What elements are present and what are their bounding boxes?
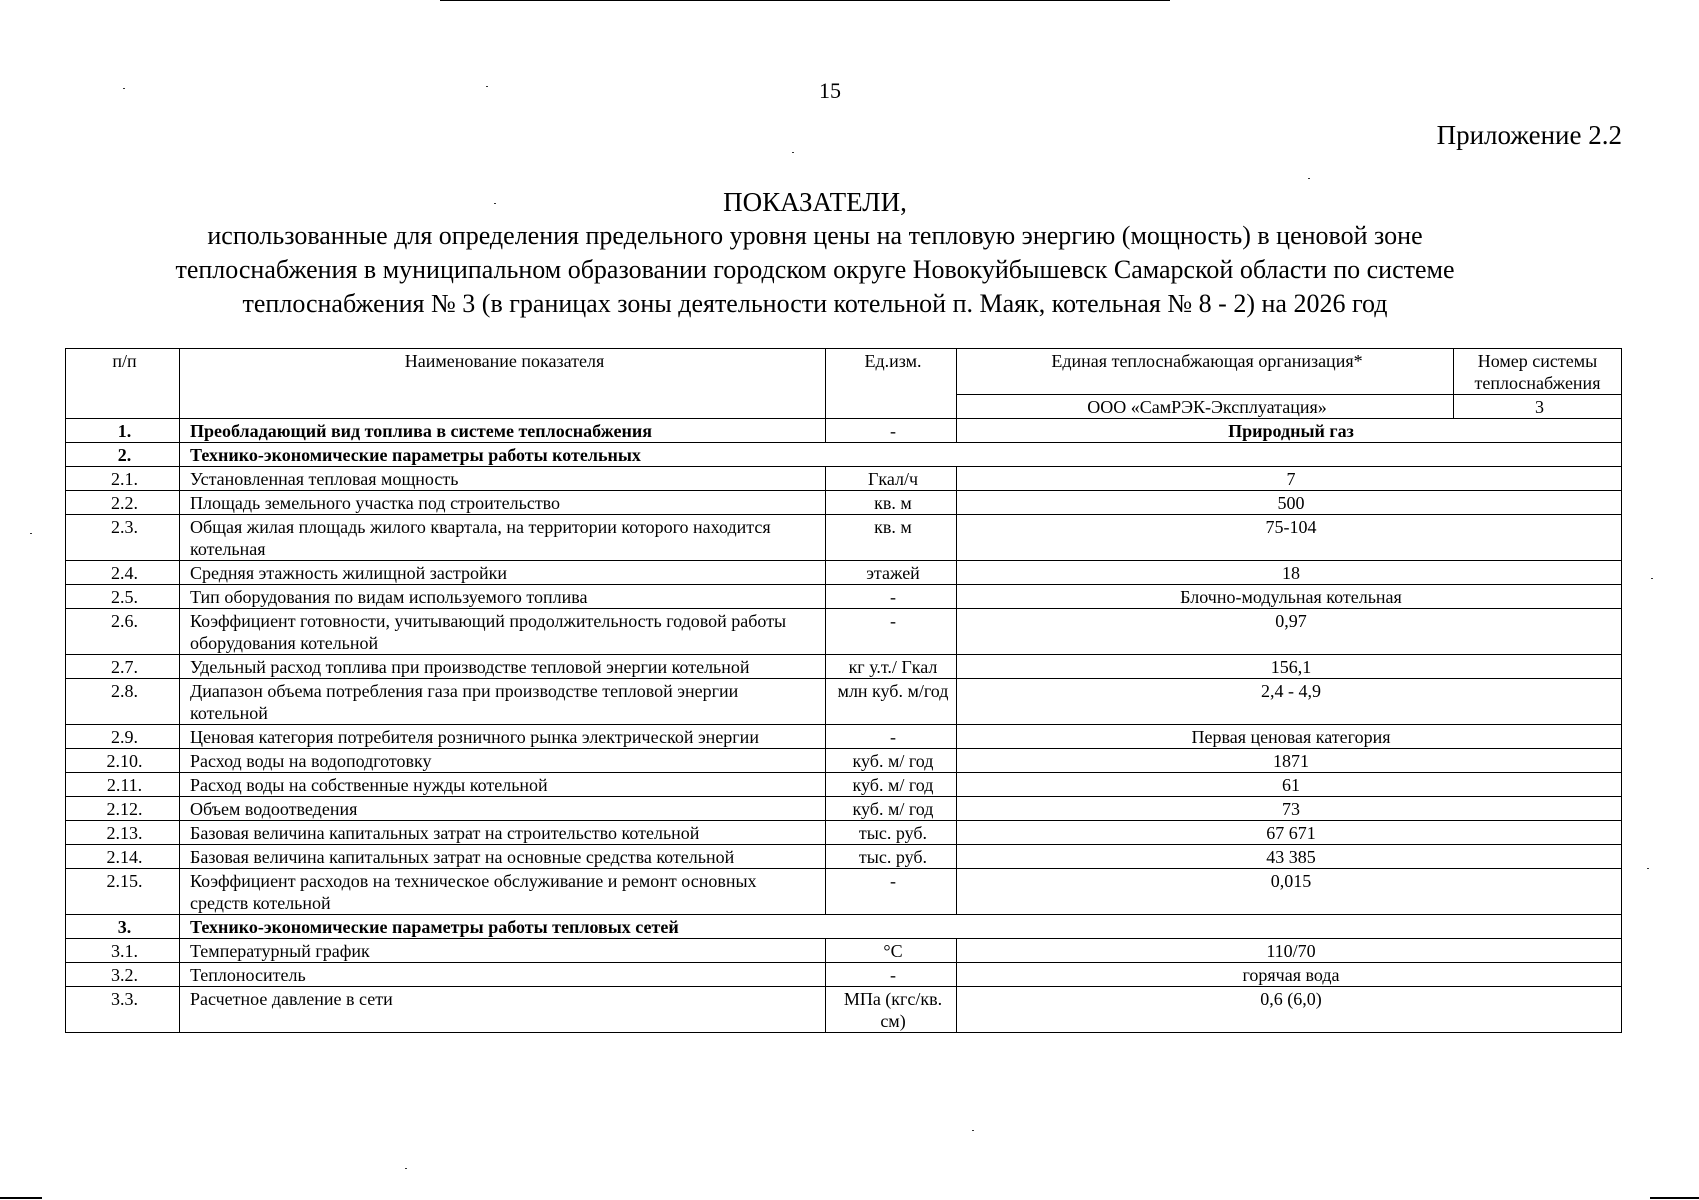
scan-speck [1308,178,1310,179]
unit-cell: - [826,609,957,655]
indicator-name-cell: Расчетное давление в сети [180,987,826,1033]
value-cell: 75-104 [957,515,1622,561]
parameters-table [65,348,1622,1033]
indicator-name-cell: Тип оборудования по видам используемого топлива [180,585,826,609]
row-number-cell: 2.2. [66,491,180,515]
value-cell: 156,1 [957,655,1622,679]
value-cell: Первая ценовая категория [957,725,1622,749]
indicator-name-cell: Расход воды на собственные нужды котельной [180,773,826,797]
value-cell: 73 [957,797,1622,821]
table-row [66,491,1622,515]
table-header-row [66,349,1622,395]
system-number-cell: 3 [1454,395,1622,419]
table-row [66,467,1622,491]
scan-edge-bottom-left [0,1197,42,1199]
row-number-cell: 1. [66,419,180,443]
row-number-cell: 3. [66,915,180,939]
row-number-cell: 2.15. [66,869,180,915]
indicator-name-cell: Коэффициент расходов на техническое обслуживание и ремонт основных средств котельной [180,869,826,915]
indicator-name-cell: Площадь земельного участка под строительство [180,491,826,515]
unit-cell: °С [826,939,957,963]
indicator-name-cell: Расход воды на водоподготовку [180,749,826,773]
indicator-name-cell: Технико-экономические параметры работы тепловых сетей [180,915,1622,939]
unit-cell: млн куб. м/год [826,679,957,725]
indicator-name-cell: Удельный расход топлива при производстве тепловой энергии котельной [180,655,826,679]
indicator-name-cell: Коэффициент готовности, учитывающий продолжительность годовой работы оборудования котельной [180,609,826,655]
indicator-name-cell: Общая жилая площадь жилого квартала, на территории которого находится котельная [180,515,826,561]
indicator-name-cell: Установленная тепловая мощность [180,467,826,491]
indicator-name-cell: Технико-экономические параметры работы котельных [180,443,1622,467]
unit-cell: куб. м/ год [826,749,957,773]
unit-cell: МПа (кгс/кв. см) [826,987,957,1033]
value-cell: 110/70 [957,939,1622,963]
value-cell: 61 [957,773,1622,797]
table-row [66,561,1622,585]
indicator-name-cell: Базовая величина капитальных затрат на строительство котельной [180,821,826,845]
appendix-label: Приложение 2.2 [1436,120,1622,150]
value-cell: 7 [957,467,1622,491]
unit-cell: - [826,963,957,987]
value-cell: 0,97 [957,609,1622,655]
document-title: ПОКАЗАТЕЛИ, [723,187,907,217]
row-number-cell: 2.5. [66,585,180,609]
header-name: Наименование показателя [180,349,826,419]
value-cell: 1871 [957,749,1622,773]
table-row [66,773,1622,797]
org-name-cell: ООО «СамРЭК-Эксплуатация» [957,395,1454,419]
table-row [66,987,1622,1033]
unit-cell: - [826,585,957,609]
table-row [66,821,1622,845]
row-number-cell: 3.3. [66,987,180,1033]
scan-speck [972,1130,974,1131]
unit-cell: куб. м/ год [826,773,957,797]
value-cell: 2,4 - 4,9 [957,679,1622,725]
subtitle-line-1: использованные для определения предельного уровня цены на тепловую энергию (мощность) в ценовой зоне [207,221,1423,250]
table-row [66,725,1622,749]
value-cell: 18 [957,561,1622,585]
row-number-cell: 2.13. [66,821,180,845]
table-body [66,349,1622,1033]
unit-cell: - [826,725,957,749]
row-number-cell: 2.3. [66,515,180,561]
value-cell: 500 [957,491,1622,515]
value-cell: Блочно-модульная котельная [957,585,1622,609]
value-cell: горячая вода [957,963,1622,987]
value-cell: Природный газ [957,419,1622,443]
row-number-cell: 3.1. [66,939,180,963]
scan-speck [405,1168,407,1169]
indicator-name-cell: Теплоноситель [180,963,826,987]
row-number-cell: 2.14. [66,845,180,869]
row-number-cell: 2.11. [66,773,180,797]
row-number-cell: 2.8. [66,679,180,725]
row-number-cell: 2.12. [66,797,180,821]
unit-cell: - [826,869,957,915]
scan-speck [1647,868,1649,869]
row-number-cell: 2. [66,443,180,467]
indicator-name-cell: Объем водоотведения [180,797,826,821]
section-row [66,915,1622,939]
unit-cell: этажей [826,561,957,585]
value-cell: 67 671 [957,821,1622,845]
indicator-name-cell: Преобладающий вид топлива в системе теплоснабжения [180,419,826,443]
unit-cell: кв. м [826,515,957,561]
indicator-name-cell: Базовая величина капитальных затрат на основные средства котельной [180,845,826,869]
value-cell: 0,015 [957,869,1622,915]
indicator-name-cell: Температурный график [180,939,826,963]
table-row [66,845,1622,869]
page-number: 15 [819,78,841,103]
indicator-name-cell: Ценовая категория потребителя розничного рынка электрической энергии [180,725,826,749]
value-cell: 43 385 [957,845,1622,869]
row-number-cell: 2.10. [66,749,180,773]
header-unit: Ед.изм. [826,349,957,419]
unit-cell: кв. м [826,491,957,515]
unit-cell: куб. м/ год [826,797,957,821]
row-number-cell: 2.1. [66,467,180,491]
indicator-name-cell: Средняя этажность жилищной застройки [180,561,826,585]
table-row [66,869,1622,915]
unit-cell: тыс. руб. [826,845,957,869]
scan-edge-bottom-right [1650,1197,1699,1199]
row-number-cell: 2.9. [66,725,180,749]
scan-edge-top [440,0,1170,1]
table-row [66,749,1622,773]
table-row [66,585,1622,609]
table-row [66,963,1622,987]
header-system: Номер системы теплоснабжения [1454,349,1622,395]
unit-cell: - [826,419,957,443]
scan-speck [30,533,32,534]
section-row [66,443,1622,467]
table-row [66,797,1622,821]
unit-cell: Гкал/ч [826,467,957,491]
header-org: Единая теплоснабжающая организация* [957,349,1454,395]
table-row [66,655,1622,679]
table-row [66,939,1622,963]
scan-speck [792,152,794,153]
row-number-cell: 2.4. [66,561,180,585]
table-row [66,419,1622,443]
unit-cell: тыс. руб. [826,821,957,845]
indicator-name-cell: Диапазон объема потребления газа при производстве тепловой энергии котельной [180,679,826,725]
row-number-cell: 3.2. [66,963,180,987]
value-cell: 0,6 (6,0) [957,987,1622,1033]
row-number-cell: 2.7. [66,655,180,679]
subtitle-line-2: теплоснабжения в муниципальном образовании городском округе Новокуйбышевск Самарской области по системе [175,255,1455,284]
unit-cell: кг у.т./ Гкал [826,655,957,679]
row-number-cell: 2.6. [66,609,180,655]
subtitle-line-3: теплоснабжения № 3 (в границах зоны деятельности котельной п. Маяк, котельная № 8 - 2) на 2026 год [242,289,1388,318]
table-row [66,609,1622,655]
scan-speck [1651,578,1653,579]
table-row [66,679,1622,725]
title-block [100,186,1530,321]
table-row [66,515,1622,561]
header-num: п/п [66,349,180,419]
